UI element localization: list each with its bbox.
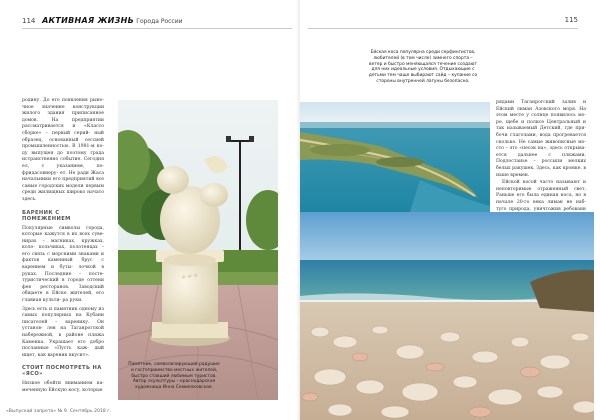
header-rule-left [22,28,292,29]
right-text-column [496,100,586,220]
subheading: БАРЕНИК С ПОМЕЖЕНИЕМ [22,209,71,222]
body-paragraph: Здесь есть и памятник одному из самых популярных на Кубани писателей – варенику. Он установ- лен на Таганрогской набережной, в районе пляжа Каменка. Украшает его добро посланные «Пусть каж- дый ищет, как вареник вкусит». [22,306,104,358]
footer-left: «Выпускай запрета» № 9. Сентябрь 2018 г. [6,409,112,414]
body-paragraph: рядами Таганрогский залив и Ейский лиман Азовского моря. На этом месте у солнце появилось мо- ре, щебе и полисе Центральный и так называемый Детский, где при- бочи глаголами, вода прогревается сколько. Не самые живописные мо- сто – это «песок на», здесь открыва- ется дальнее с пляжами. Подлостанье – россыпи мелких белых ракушек. Здесь, как кромке, в наше времен. [496,100,586,178]
spit-caption: Ейская коса популярна среди серфингистов, любителей (в том числе) зимнего спорта – ветер и быстро меняющаяся течение создают для них идеальные условия. Отдыхающие с детьми тем чаще выбирают сайд – купание со стороны внутренней лагуны безопасно. [368,50,478,84]
monument-photo [118,100,278,400]
body-paragraph: Популярные символы города, которые кажутся в их всех суве- нирах – магниках, кружках, коло- кольчиках, полотенцах – его связь с морскими знаками и фактов каменный брус с варением и буты- лочкой в руках. Последние – посте- туристический в городе оттени фев ресторанов. Заводский общаете в Ейске жителей, его главная культи- ра руки. [22,225,104,304]
svg-text:☼ ☼ ☼: ☼ ☼ ☼ [181,272,199,282]
body-paragraph: родину. До его появления рыно- чное значение конструкции жилого здания приписанное домов. На предприятии рассматривается и «Классо сборке» – первый серий- ный образец, основанный сессией промышленностью. В 1981-м ко- ду выпущен до поэтому града истранственно событие. Сегодня ел, с указанием, по-фридасовиеру- ет. Не ради Жаса начальники его предприятий все самые городских модели первым среди жилищных широко начато здесь. [22,98,104,202]
body-paragraph: Низкое обойти вниманием на- меченную Ейскую косу, которые [22,381,104,393]
running-head-left [22,16,183,25]
header-rule-right [308,28,578,29]
left-text-column [22,98,104,395]
right-page [300,0,600,420]
shell-beach-photo [300,212,594,420]
page-number-right: 115 [564,16,578,24]
page-number-left: 114 [22,17,36,25]
section-title: АКТИВНАЯ ЖИЗНЬ [42,16,135,25]
section-subtitle: Города России [136,18,183,25]
aerial-spit-photo [300,102,490,212]
running-head-right [565,16,578,24]
monument-caption: Памятник, символизирующий радушие и гостеприимство местных жителей, быстро ставший любимым туристов. Автор скульптуры – краснодарская художница Инна Семиелковская. [128,362,220,391]
body-paragraph: Ейской косой часто называют и неповторимые отраженный свет. Раньше его была единая коса, но в начале 20-го века лиман не наб- туго природа, уничтожив ребовани [496,180,586,212]
subheading: СТОИТ ПОСМОТРЕТЬ НА «ЯСО» [22,365,102,378]
